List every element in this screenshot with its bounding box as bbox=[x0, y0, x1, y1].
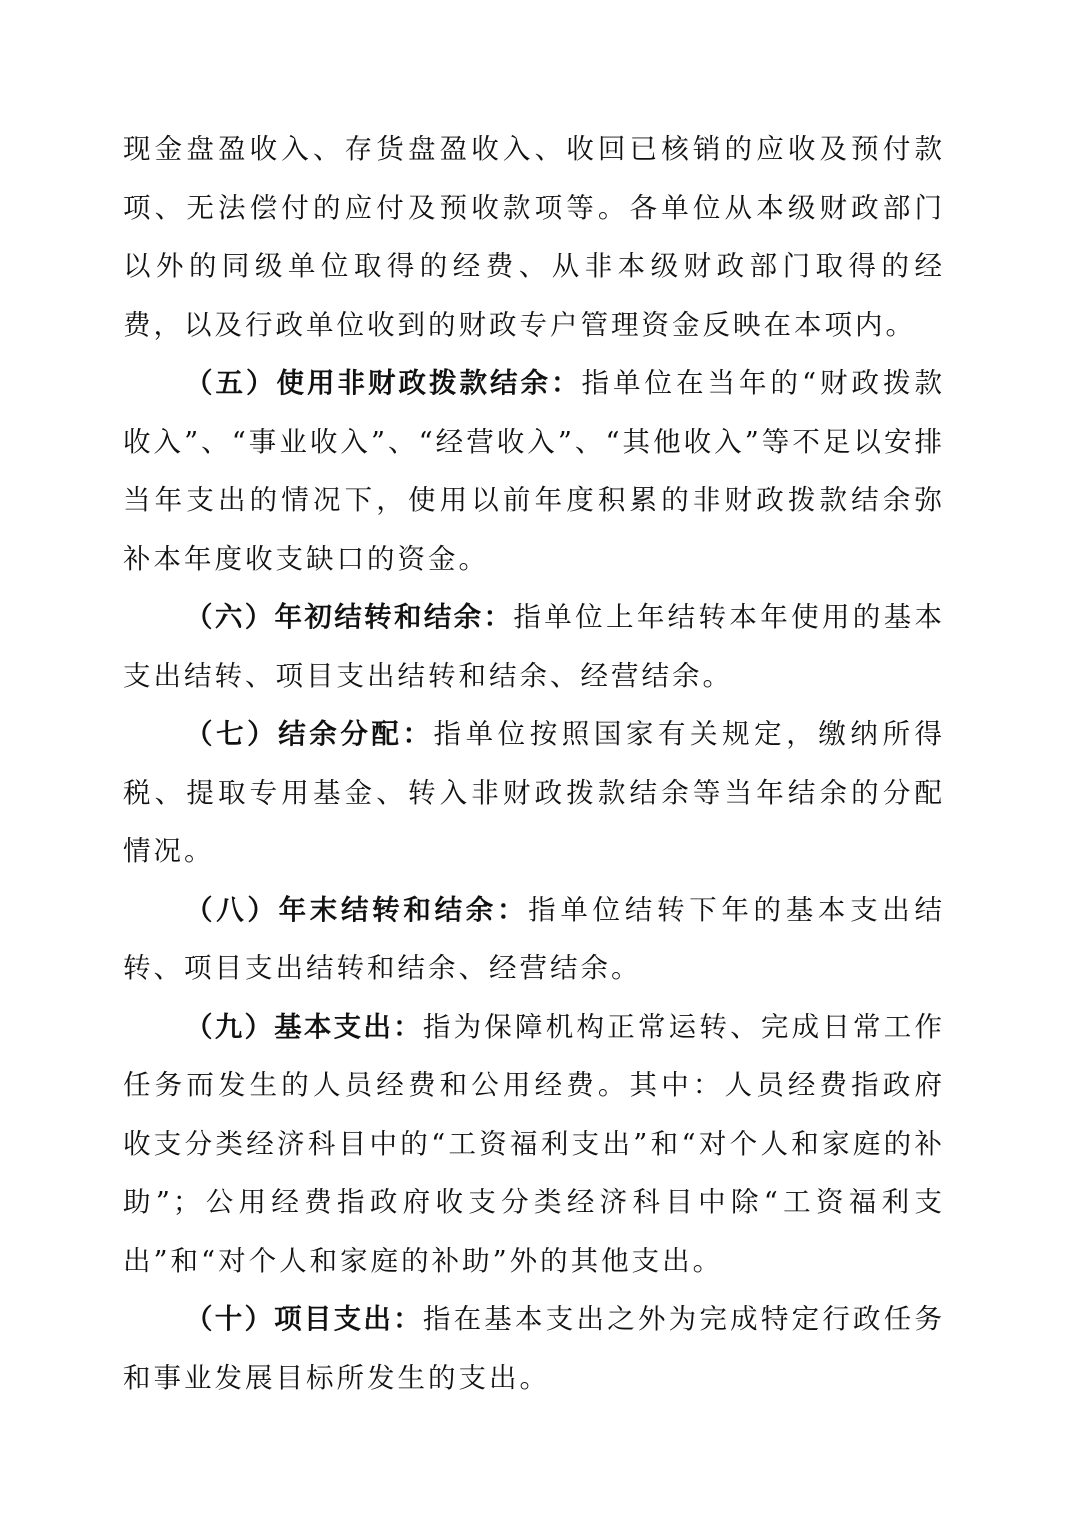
paragraph-text: 指单位结转下年的基本支出结转、项目支出结转和结余、经营结余。 bbox=[123, 893, 946, 984]
paragraph-item-7 bbox=[123, 705, 945, 881]
paragraph-term: （六）年初结转和结余： bbox=[185, 601, 514, 633]
paragraph-text: 指在基本支出之外为完成特定行政任务和事业发展目标所发生的支出。 bbox=[123, 1303, 946, 1394]
paragraph-continued bbox=[123, 120, 945, 354]
paragraph-text: 指单位上年结转本年使用的基本支出结转、项目支出结转和结余、经营结余。 bbox=[123, 601, 946, 692]
paragraph-term: （七）结余分配： bbox=[185, 718, 434, 750]
document-page bbox=[123, 120, 945, 1407]
paragraph-term: （十）项目支出： bbox=[185, 1303, 423, 1335]
paragraph-text: 指单位在当年的“财政拨款收入”、“事业收入”、“经营收入”、“其他收入”等不足以安排当年支出的情况下，使用以前年度积累的非财政拨款结余弥补本年度收支缺口的资金。 bbox=[123, 367, 945, 575]
paragraph-item-6 bbox=[123, 588, 945, 705]
paragraph-text: 指为保障机构正常运转、完成日常工作任务而发生的人员经费和公用经费。其中：人员经费指政府收支分类经济科目中的“工资福利支出”和“对个人和家庭的补助”；公用经费指政府收支分类经济科目中除“工资福利支出”和“对个人和家庭的补助”外的其他支出。 bbox=[123, 1010, 946, 1277]
paragraph-text: 现金盘盈收入、存货盘盈收入、收回已核销的应收及预付款项、无法偿付的应付及预收款项等。各单位从本级财政部门以外的同级单位取得的经费、从非本级财政部门取得的经费，以及行政单位收到的财政专户管理资金反映在本项内。 bbox=[123, 133, 945, 341]
paragraph-item-5 bbox=[123, 354, 945, 588]
paragraph-term: （八）年末结转和结余： bbox=[185, 893, 529, 926]
paragraph-text: 指单位按照国家有关规定，缴纳所得税、提取专用基金、转入非财政拨款结余等当年结余的分配情况。 bbox=[123, 718, 946, 867]
paragraph-term: （九）基本支出： bbox=[185, 1010, 423, 1043]
paragraph-item-9 bbox=[123, 998, 945, 1291]
paragraph-term: （五）使用非财政拨款结余： bbox=[185, 367, 582, 399]
paragraph-item-8 bbox=[123, 881, 945, 998]
paragraph-item-10 bbox=[123, 1290, 945, 1407]
